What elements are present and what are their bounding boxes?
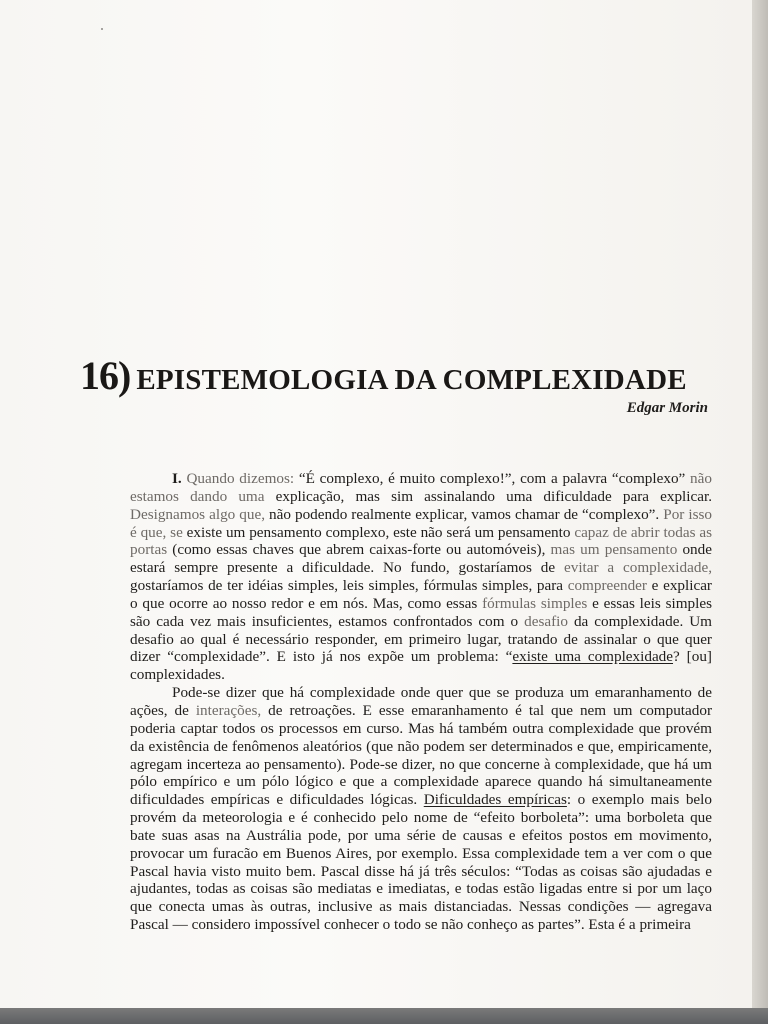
text-segment: fórmulas simples [482, 594, 593, 612]
text-segment: (como essas chaves que abrem caixas-forte ou automóveis), [172, 541, 551, 559]
text-segment: compreender [567, 577, 652, 595]
text-segment: Por isso é que, se [130, 505, 713, 541]
text-segment: e explicar o que ocorre ao nosso redor e em nós. Mas, como essas [130, 577, 712, 612]
text-segment: existe uma complexidade [512, 648, 674, 666]
paragraph [130, 684, 712, 934]
text-segment: de retroações. E esse emaranhamento é tal que nem um computador poderia captar todos os processos em curso. Mas há também outra complexidade que provém da existência de fenômenos aleatórios (que não podem ser determinados e que, empiricamente, agregam incerteza ao pensamento). Pode-se dizer, no que concerne à complexidade, que há um pólo empírico e um pólo lógico e que a complexidade aparece quando há simultaneamente dificuldades empíricas e dificuldades lógicas. [130, 701, 713, 809]
text-segment: da complexidade. Um desafio ao qual é necessário responder, em primeiro lugar, tratando de assinalar o que quer dizer “complexidade”. E isto já nos expõe um problema: “ [130, 612, 712, 666]
text-segment: evitar a complexidade, [563, 559, 712, 577]
text-segment: capaz de abrir todas as portas [130, 523, 712, 559]
section-label: I. [172, 470, 187, 487]
body-text [130, 470, 712, 934]
scanner-edge-bottom [0, 1008, 768, 1024]
text-segment: : o exemplo mais belo provém da meteorologia e é conhecido pelo nome de “efeito borboleta”: uma borboleta que bate suas asas na Austrália pode, por uma série de causas e efeitos postos em movimento, provocar um furacão em Buenos Aires, por exemplo. Essa complexidade tem a ver com o que Pascal havia visto muito bem. Pascal disse há já três séculos: “Todas as coisas são ajudadas e ajudantes, todas as coisas são mediatas e imediatas, e todas estão ligadas entre si por um laço que conecta umas às outras, inclusive as mais distanciadas. Nessas condições — agregava Pascal — considero impossível conhecer o todo se não conheço as partes”. Esta é a primeira [130, 791, 712, 934]
paper-speck [101, 28, 103, 30]
text-segment: Quando dizemos: [186, 470, 299, 487]
author-name: Edgar Morin [626, 400, 708, 416]
chapter-number: 16) [80, 353, 131, 398]
page-edge-right [752, 0, 768, 1024]
text-segment: onde estará sempre presente a dificuldade. No fundo, gostaríamos de [130, 541, 712, 577]
text-segment: Designamos algo que, [130, 505, 270, 523]
text-segment: Dificuldades empíricas [423, 791, 567, 809]
text-segment: e essas leis simples são cada vez mais insuficientes, estamos confrontados com o [130, 594, 712, 630]
text-segment: desafio [524, 612, 574, 630]
text-segment: não podendo realmente explicar, vamos chamar de “complexo”. [269, 505, 664, 523]
text-segment: interações, [195, 701, 269, 719]
chapter-title: EPISTEMOLOGIA DA COMPLEXIDADE [136, 364, 687, 396]
paragraph [130, 470, 712, 684]
text-segment: Pode-se dizer que há complexidade onde quer que se produza um emaranhamento de ações, de [130, 684, 712, 719]
text-segment: gostaríamos de ter idéias simples, leis simples, fórmulas simples, para [130, 577, 568, 595]
text-segment: ? [ou] complexidades. [130, 648, 712, 684]
text-segment: existe um pensamento complexo, este não será um pensamento [186, 523, 575, 541]
text-segment: mas um pensamento [550, 541, 683, 559]
text-segment: “É complexo, é muito complexo!”, com a palavra “complexo” [298, 470, 691, 487]
chapter-heading [80, 352, 720, 399]
text-segment: não estamos dando uma [130, 470, 712, 505]
text-segment: explicação, mas sim assinalando uma dificuldade para explicar. [275, 487, 712, 505]
